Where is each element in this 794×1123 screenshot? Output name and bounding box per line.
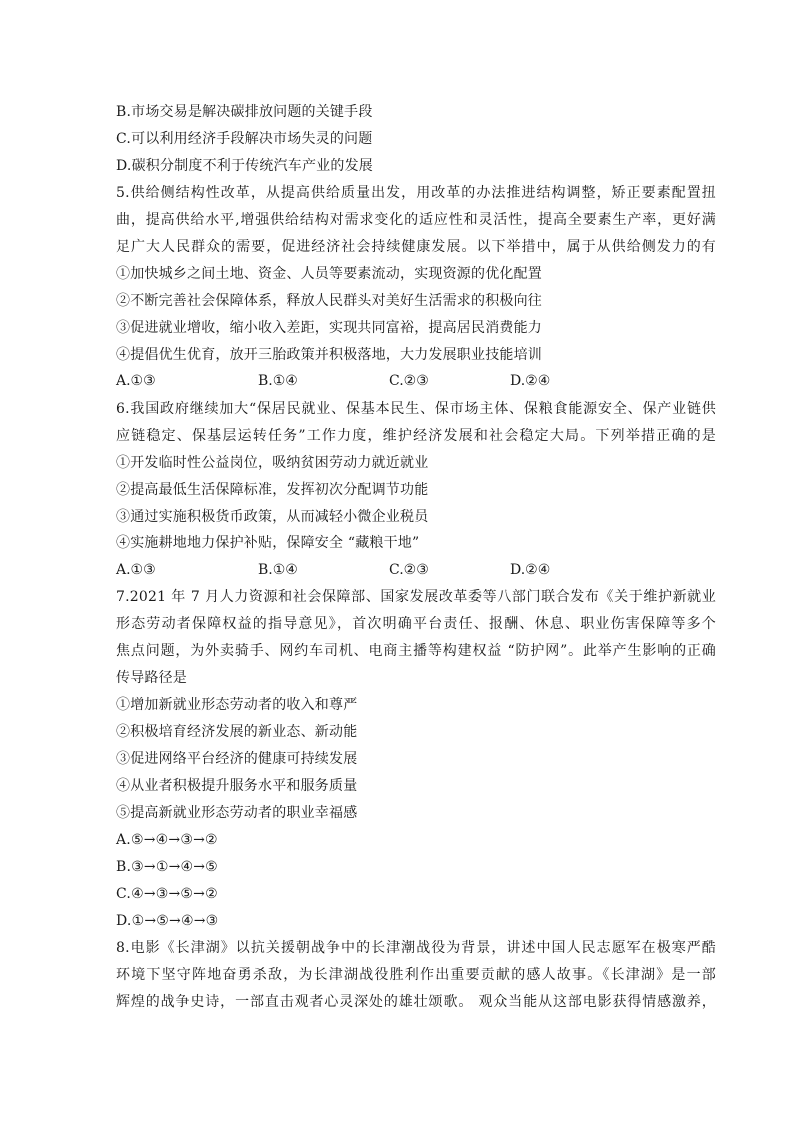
q5-choices bbox=[116, 372, 716, 390]
q7-choice-c[interactable]: C.④→③→⑤→② bbox=[116, 886, 218, 902]
q7-stem-line-3: 焦点问题，为外卖骑手、网约车司机、电商主播等构建权益 “防护网”。此举产生影响的正确 bbox=[116, 643, 716, 659]
q7-item-2: ②积极培育经济发展的新业态、新动能 bbox=[116, 724, 358, 740]
q5-item-3: ③促进就业增收，缩小收入差距，实现共同富裕，提高居民消费能力 bbox=[116, 320, 542, 336]
q5-item-4: ④提倡优生优育，放开三胎政策并积极落地，大力发展职业技能培训 bbox=[116, 347, 542, 363]
q6-choice-a[interactable]: A.①③ bbox=[116, 562, 156, 578]
option-c-prev: C.可以利用经济手段解决市场失灵的问题 bbox=[116, 131, 373, 147]
q6-choice-b[interactable]: B.①④ bbox=[258, 562, 298, 578]
q6-item-2: ②提高最低生活保障标准，发挥初次分配调节功能 bbox=[116, 482, 429, 498]
q7-stem-line-1: 7.2021 年 7 月人力资源和社会保障部、国家发展改革委等八部门联合发布《关于维护新就业 bbox=[116, 589, 716, 605]
q5-stem-line-1: 5.供给侧结构性改革，从提高供给质量出发，用改革的办法推进结构调整，矫正要素配置扭 bbox=[116, 185, 716, 201]
q6-stem-line-1: 6.我国政府继续加大“保居民就业、保基本民生、保市场主体、保粮食能源安全、保产业链供 bbox=[116, 401, 716, 417]
q5-item-1: ①加快城乡之间土地、资金、人员等要素流动，实现资源的优化配置 bbox=[116, 266, 542, 282]
q6-item-1: ①开发临时性公益岗位，吸纳贫困劳动力就近就业 bbox=[116, 455, 429, 471]
q6-choices bbox=[116, 561, 716, 579]
q5-choice-d[interactable]: D.②④ bbox=[510, 373, 551, 389]
option-b-prev: B.市场交易是解决碳排放问题的关键手段 bbox=[116, 104, 373, 120]
q8-stem-line-2: 环境下坚守阵地奋勇杀敌，为长津湖战役胜利作出重要贡献的感人故事。《长津湖》是一部 bbox=[116, 967, 716, 983]
q7-item-5: ⑤提高新就业形态劳动者的职业幸福感 bbox=[116, 805, 358, 821]
q7-choice-b[interactable]: B.③→①→④→⑤ bbox=[116, 859, 218, 875]
q6-choice-d[interactable]: D.②④ bbox=[510, 562, 551, 578]
q5-stem-line-2: 曲，提高供给水平,增强供给结构对需求变化的适应性和灵活性，提高全要素生产率，更好满 bbox=[116, 212, 716, 228]
q5-choice-a[interactable]: A.①③ bbox=[116, 373, 156, 389]
q6-choice-c[interactable]: C.②③ bbox=[389, 562, 429, 578]
q5-item-2: ②不断完善社会保障体系，释放人民群头对美好生活需求的积极向往 bbox=[116, 293, 542, 309]
q7-choice-d[interactable]: D.①→⑤→④→③ bbox=[116, 913, 219, 929]
q6-stem-line-2: 应链稳定、保基层运转任务”工作力度，维护经济发展和社会稳定大局。下列举措正确的是 bbox=[116, 428, 716, 444]
q7-choice-a[interactable]: A.⑤→④→③→② bbox=[116, 832, 218, 848]
q5-choice-c[interactable]: C.②③ bbox=[389, 373, 429, 389]
q7-stem-line-2: 形态劳动者保障权益的指导意见》，首次明确平台责任、报酬、休息、职业伤害保障等多个 bbox=[116, 616, 716, 632]
q7-item-3: ③促进网络平台经济的健康可持续发展 bbox=[116, 751, 358, 767]
q5-stem-line-3: 足广大人民群众的需要，促进经济社会持续健康发展。以下举措中，属于从供给侧发力的有 bbox=[116, 239, 716, 255]
q7-item-4: ④从业者积极提升服务水平和服务质量 bbox=[116, 778, 358, 794]
q7-item-1: ①增加新就业形态劳动者的收入和尊严 bbox=[116, 697, 358, 713]
q8-stem-line-1: 8.电影《长津湖》以抗关援朝战争中的长津潮战役为背景，讲述中国人民志愿军在极寒严酷 bbox=[116, 940, 716, 956]
option-d-prev: D.碳积分制度不利于传统汽车产业的发展 bbox=[116, 158, 373, 174]
q6-item-3: ③通过实施积极货币政策，从而减轻小微企业税员 bbox=[116, 509, 429, 525]
q7-stem-line-4: 传导路径是 bbox=[116, 670, 187, 686]
q5-choice-b[interactable]: B.①④ bbox=[258, 373, 298, 389]
q8-stem-line-3: 辉煌的战争史诗，一部直击观者心灵深处的雄壮颂歌。 观众当能从这部电影获得情感激养， bbox=[116, 994, 716, 1010]
q6-item-4: ④实施耕地地力保护补贴，保障安全 “藏粮干地” bbox=[116, 535, 420, 551]
